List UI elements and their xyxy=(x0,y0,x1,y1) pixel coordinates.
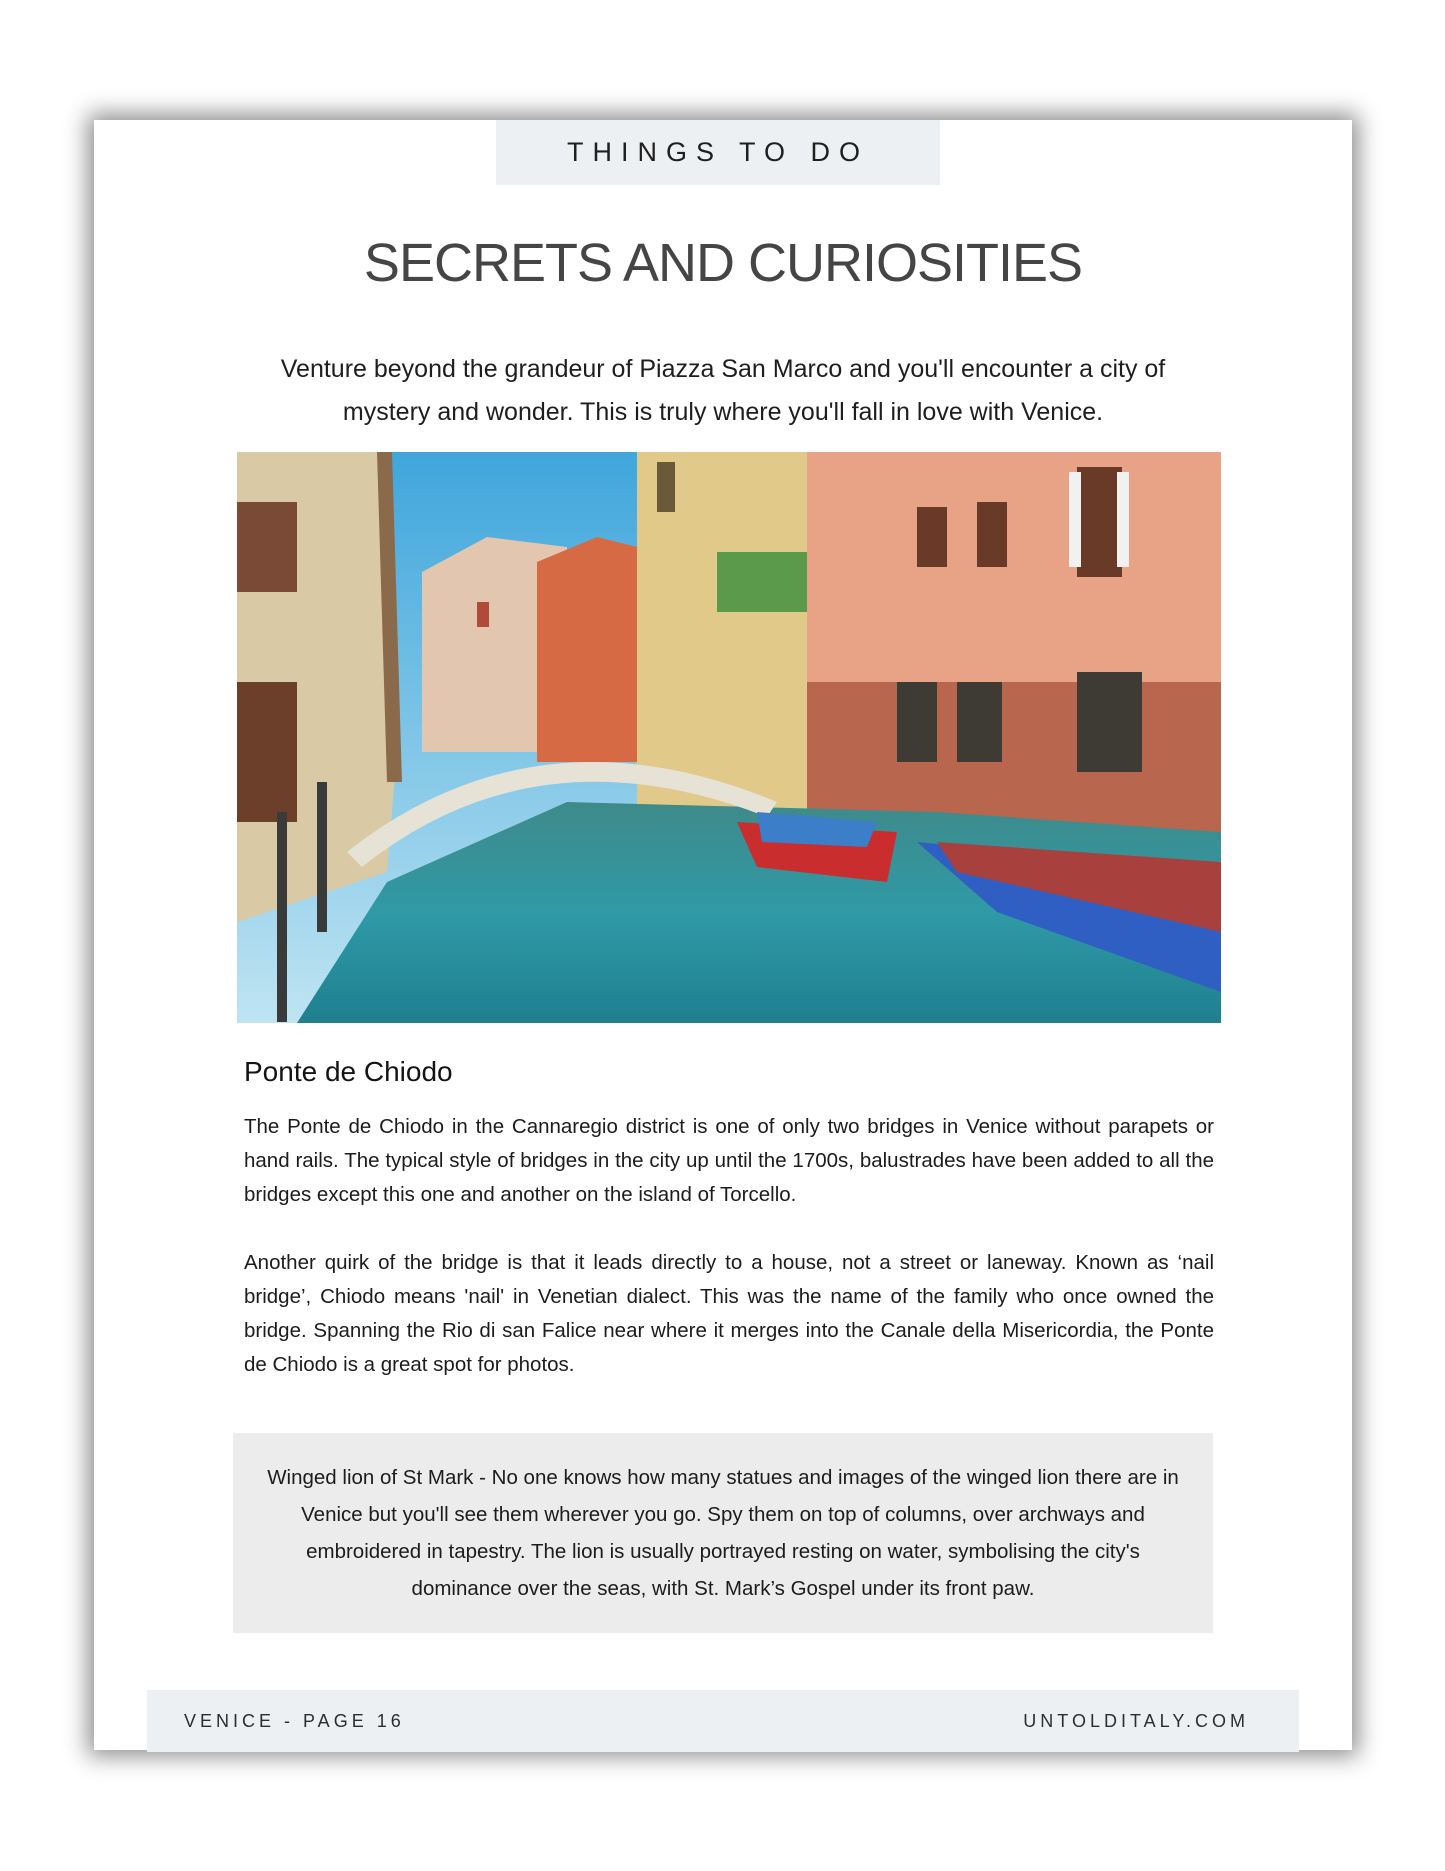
article-paragraph-1: The Ponte de Chiodo in the Cannaregio district is one of only two bridges in Venice without parapets or hand rails. The typical style of bridges in the city up until the 1700s, balustrades have been added to all the bridges except this one and another on the island of Torcello. xyxy=(244,1115,1214,1206)
callout-box xyxy=(233,1433,1213,1633)
footer-page-label: VENICE - PAGE 16 xyxy=(184,1711,405,1731)
page-footer xyxy=(147,1690,1299,1752)
section-heading: Ponte de Chiodo xyxy=(244,1056,453,1087)
intro-text: Venture beyond the grandeur of Piazza San Marco and you'll encounter a city of mystery and wonder. This is truly where you'll fall in love with Venice. xyxy=(280,355,1166,426)
document-page xyxy=(94,120,1352,1750)
article-paragraph-2: Another quirk of the bridge is that it leads directly to a house, not a street or laneway. Known as ‘nail bridge’, Chiodo means 'nail' in Venetian dialect. This was the name of the family who once owned the bridge. Spanning the Rio di san Falice near where it merges into the Canale della Misericordia, the Ponte de Chiodo is a great spot for photos. xyxy=(244,1251,1214,1376)
page-title: SECRETS AND CURIOSITIES xyxy=(363,233,1083,293)
footer-website: UNTOLDITALY.COM xyxy=(1023,1711,1249,1731)
section-label-tab xyxy=(496,120,940,185)
section-label: THINGS TO DO xyxy=(566,137,870,167)
callout-text: Winged lion of St Mark - No one knows how many statues and images of the winged lion there are in Venice but you'll see them wherever you go. Spy them on top of columns, over archways and embroidered in tapestry. The lion is usually portrayed resting on water, symbolising the city's dominance over the seas, with St. Mark’s Gospel under its front paw. xyxy=(267,1466,1179,1600)
venice-canal-photo xyxy=(237,452,1221,1023)
